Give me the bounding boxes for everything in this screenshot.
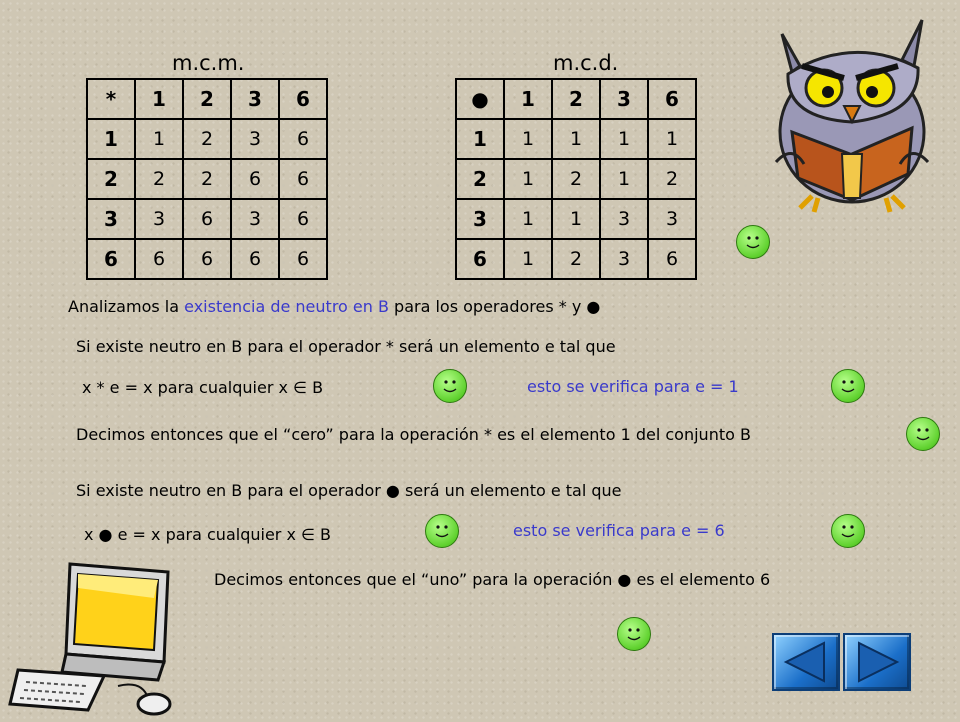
row-header: 2: [87, 159, 135, 199]
star-equation: x * e = x para cualquier x ∈ B: [82, 378, 324, 397]
table-cell: 3: [231, 119, 279, 159]
intro-text-start: Analizamos la: [68, 297, 185, 316]
intro-text: [68, 297, 600, 316]
table-cell: 3: [231, 199, 279, 239]
mcd-operation-table: [455, 78, 697, 280]
table-row: [87, 239, 327, 279]
intro-text-end: para los operadores * y ●: [388, 297, 601, 316]
intro-highlight: existencia de neutro en B: [184, 297, 389, 316]
star-verification: esto se verifica para e = 1: [527, 377, 739, 396]
mcm-title: m.c.m.: [172, 51, 245, 75]
row-header: 2: [456, 159, 504, 199]
column-header: 1: [135, 79, 183, 119]
smiley-icon[interactable]: [906, 417, 940, 451]
table-cell: 6: [135, 239, 183, 279]
mcm-operation-table: [86, 78, 328, 280]
smiley-icon[interactable]: [831, 369, 865, 403]
column-header: 1: [504, 79, 552, 119]
smiley-icon[interactable]: [617, 617, 651, 651]
table-cell: 3: [135, 199, 183, 239]
column-header: 2: [552, 79, 600, 119]
table-row: [456, 239, 696, 279]
table-cell: 6: [231, 239, 279, 279]
star-conclusion: Decimos entonces que el “cero” para la operación * es el elemento 1 del conjunto B: [76, 425, 751, 444]
table-row: [456, 199, 696, 239]
table-cell: 6: [183, 199, 231, 239]
table-row: [456, 119, 696, 159]
table-cell: 1: [504, 199, 552, 239]
table-cell: 3: [648, 199, 696, 239]
column-header: 2: [183, 79, 231, 119]
forward-button[interactable]: [843, 633, 911, 691]
table-row: [87, 199, 327, 239]
operator-cell: *: [87, 79, 135, 119]
table-cell: 1: [648, 119, 696, 159]
row-header: 1: [456, 119, 504, 159]
table-cell: 6: [279, 159, 327, 199]
table-cell: 2: [183, 119, 231, 159]
table-cell: 6: [279, 119, 327, 159]
row-header: 6: [87, 239, 135, 279]
row-header: 3: [456, 199, 504, 239]
computer-icon: [8, 558, 184, 718]
smiley-icon[interactable]: [425, 514, 459, 548]
table-cell: 6: [279, 199, 327, 239]
table-cell: 6: [183, 239, 231, 279]
table-cell: 1: [135, 119, 183, 159]
star-definition: Si existe neutro en B para el operador * será un elemento e tal que: [76, 337, 616, 356]
table-cell: 2: [552, 159, 600, 199]
operator-cell: ●: [456, 79, 504, 119]
table-cell: 3: [600, 199, 648, 239]
table-cell: 2: [648, 159, 696, 199]
table-header-row: [87, 79, 327, 119]
table-row: [87, 119, 327, 159]
table-cell: 2: [135, 159, 183, 199]
table-row: [456, 159, 696, 199]
table-cell: 1: [504, 119, 552, 159]
table-header-row: [456, 79, 696, 119]
column-header: 3: [600, 79, 648, 119]
row-header: 6: [456, 239, 504, 279]
table-cell: 1: [600, 119, 648, 159]
smiley-icon[interactable]: [736, 225, 770, 259]
column-header: 6: [279, 79, 327, 119]
column-header: 6: [648, 79, 696, 119]
row-header: 1: [87, 119, 135, 159]
table-cell: 2: [183, 159, 231, 199]
row-header: 3: [87, 199, 135, 239]
table-cell: 1: [504, 239, 552, 279]
table-cell: 1: [552, 199, 600, 239]
table-cell: 1: [552, 119, 600, 159]
dot-definition: Si existe neutro en B para el operador ● será un elemento e tal que: [76, 481, 622, 500]
table-cell: 6: [279, 239, 327, 279]
smiley-icon[interactable]: [831, 514, 865, 548]
table-cell: 1: [600, 159, 648, 199]
column-header: 3: [231, 79, 279, 119]
owl-reading-icon: [752, 14, 952, 214]
table-cell: 2: [552, 239, 600, 279]
table-row: [87, 159, 327, 199]
dot-equation: x ● e = x para cualquier x ∈ B: [84, 525, 331, 544]
mcd-title: m.c.d.: [553, 51, 619, 75]
table-cell: 6: [231, 159, 279, 199]
forward-arrow-icon: [845, 635, 909, 689]
table-cell: 6: [648, 239, 696, 279]
table-cell: 3: [600, 239, 648, 279]
back-button[interactable]: [772, 633, 840, 691]
back-arrow-icon: [774, 635, 838, 689]
dot-verification: esto se verifica para e = 6: [513, 521, 725, 540]
table-cell: 1: [504, 159, 552, 199]
dot-conclusion: Decimos entonces que el “uno” para la operación ● es el elemento 6: [214, 570, 771, 589]
smiley-icon[interactable]: [433, 369, 467, 403]
